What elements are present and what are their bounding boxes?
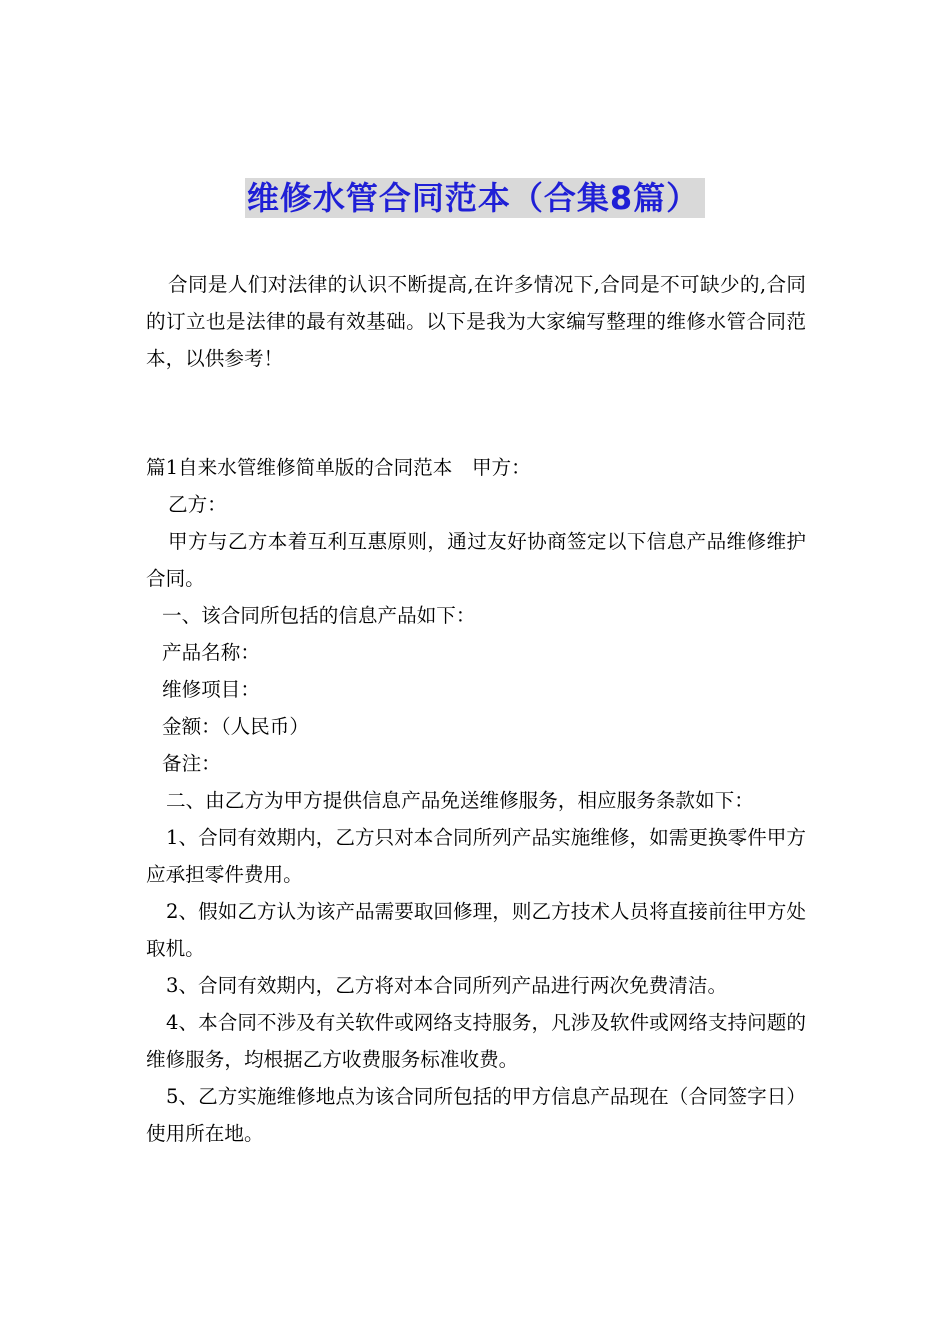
title-container	[0, 178, 950, 218]
list-item: 5、乙方实施维修地点为该合同所包括的甲方信息产品现在（合同签字日）使用所在地。	[146, 1085, 806, 1145]
repair-item-line: 维修项目：	[162, 678, 260, 701]
document-title: 维修水管合同范本（合集8篇）	[245, 178, 705, 218]
clause-1-title: 一、该合同所包括的信息产品如下：	[162, 604, 476, 627]
intro-block	[146, 266, 806, 377]
amount-line: 金额：（人民币）	[162, 715, 309, 738]
list-item: 3、合同有效期内，乙方将对本合同所列产品进行两次免费清洁。	[166, 974, 728, 997]
clause-2-title: 二、由乙方为甲方提供信息产品免送维修服务，相应服务条款如下：	[166, 789, 754, 812]
list-item: 1、合同有效期内，乙方只对本合同所列产品实施维修，如需更换零件甲方应承担零件费用。	[146, 826, 806, 886]
intro-paragraph: 合同是人们对法律的认识不断提高,在许多情况下,合同是不可缺少的,合同的订立也是法律的最有效基础。以下是我为大家编写整理的维修水管合同范本，以供参考！	[146, 273, 806, 370]
party-b-line: 乙方：	[168, 493, 227, 516]
remark-line: 备注：	[162, 752, 221, 775]
section-1	[146, 449, 806, 1152]
section-heading: 篇1自来水管维修简单版的合同范本 甲方：	[146, 456, 531, 479]
product-name-line: 产品名称：	[162, 641, 260, 664]
agreement-paragraph: 甲方与乙方本着互利互惠原则，通过友好协商签定以下信息产品维修维护合同。	[146, 530, 806, 590]
list-item: 2、假如乙方认为该产品需要取回修理，则乙方技术人员将直接前往甲方处取机。	[146, 900, 806, 960]
list-item: 4、本合同不涉及有关软件或网络支持服务，凡涉及软件或网络支持问题的维修服务，均根据乙方收费服务标准收费。	[146, 1011, 806, 1071]
